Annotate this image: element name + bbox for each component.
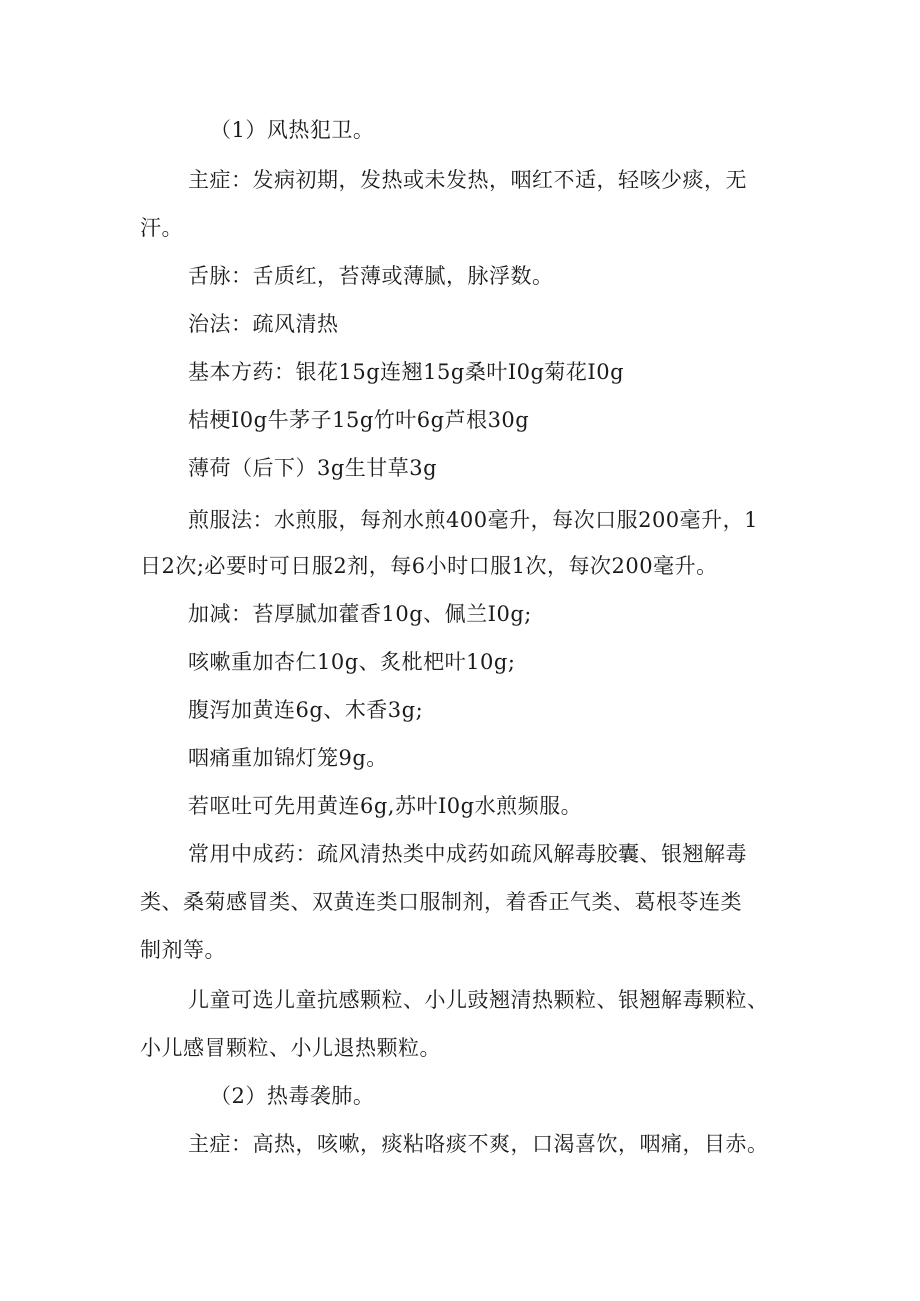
paragraph-line: 主症：高热，咳嗽，痰粘咯痰不爽，口渴喜饮，咽痛，目赤。: [188, 1132, 769, 1156]
paragraph-line: 常用中成药：疏风清热类中成药如疏风解毒胶囊、银翘解毒: [188, 842, 747, 866]
paragraph-line: 咽痛重加锦灯笼9g。: [188, 746, 388, 770]
paragraph-line: 类、桑菊感冒类、双黄连类口服制剂，着香正气类、葛根苓连类: [140, 890, 742, 914]
section-heading-2: （2）热毒袭肺。: [210, 1084, 375, 1108]
paragraph-line: 若呕吐可先用黄连6g,苏叶I0g水煎频服。: [188, 794, 583, 818]
section-heading-1: （1）风热犯卫。: [210, 118, 375, 142]
paragraph-line: 舌脉：舌质红，苔薄或薄腻，脉浮数。: [188, 264, 554, 288]
paragraph-line: 基本方药：银花15g连翘15g桑叶I0g菊花I0g: [188, 360, 625, 384]
paragraph-line: 加减：苔厚腻加藿香10g、佩兰I0g;: [188, 602, 532, 626]
paragraph-line: 汗。: [140, 216, 183, 240]
paragraph-line: 煎服法：水煎服，每剂水煎400毫升，每次口服200毫升，1: [188, 508, 759, 532]
paragraph-line: 咳嗽重加杏仁10g、炙枇杷叶10g;: [188, 650, 516, 674]
paragraph-line: 制剂等。: [140, 938, 226, 962]
paragraph-line: 治法：疏风清热: [188, 312, 339, 336]
paragraph-line: 主症：发病初期，发热或未发热，咽红不适，轻咳少痰，无: [188, 168, 747, 192]
paragraph-line: 小儿感冒颗粒、小儿退热颗粒。: [140, 1036, 441, 1060]
paragraph-line: 桔梗I0g牛茅子15g竹叶6g芦根30g: [188, 408, 530, 432]
paragraph-line: 薄荷（后下）3g生甘草3g: [188, 456, 438, 480]
paragraph-line: 腹泻加黄连6g、木香3g;: [188, 698, 424, 722]
paragraph-line: 儿童可选儿童抗感颗粒、小儿豉翘清热颗粒、银翘解毒颗粒、: [188, 988, 769, 1012]
paragraph-line: 日2次;必要时可日服2剂，每6小时口服1次，每次200毫升。: [140, 554, 718, 578]
